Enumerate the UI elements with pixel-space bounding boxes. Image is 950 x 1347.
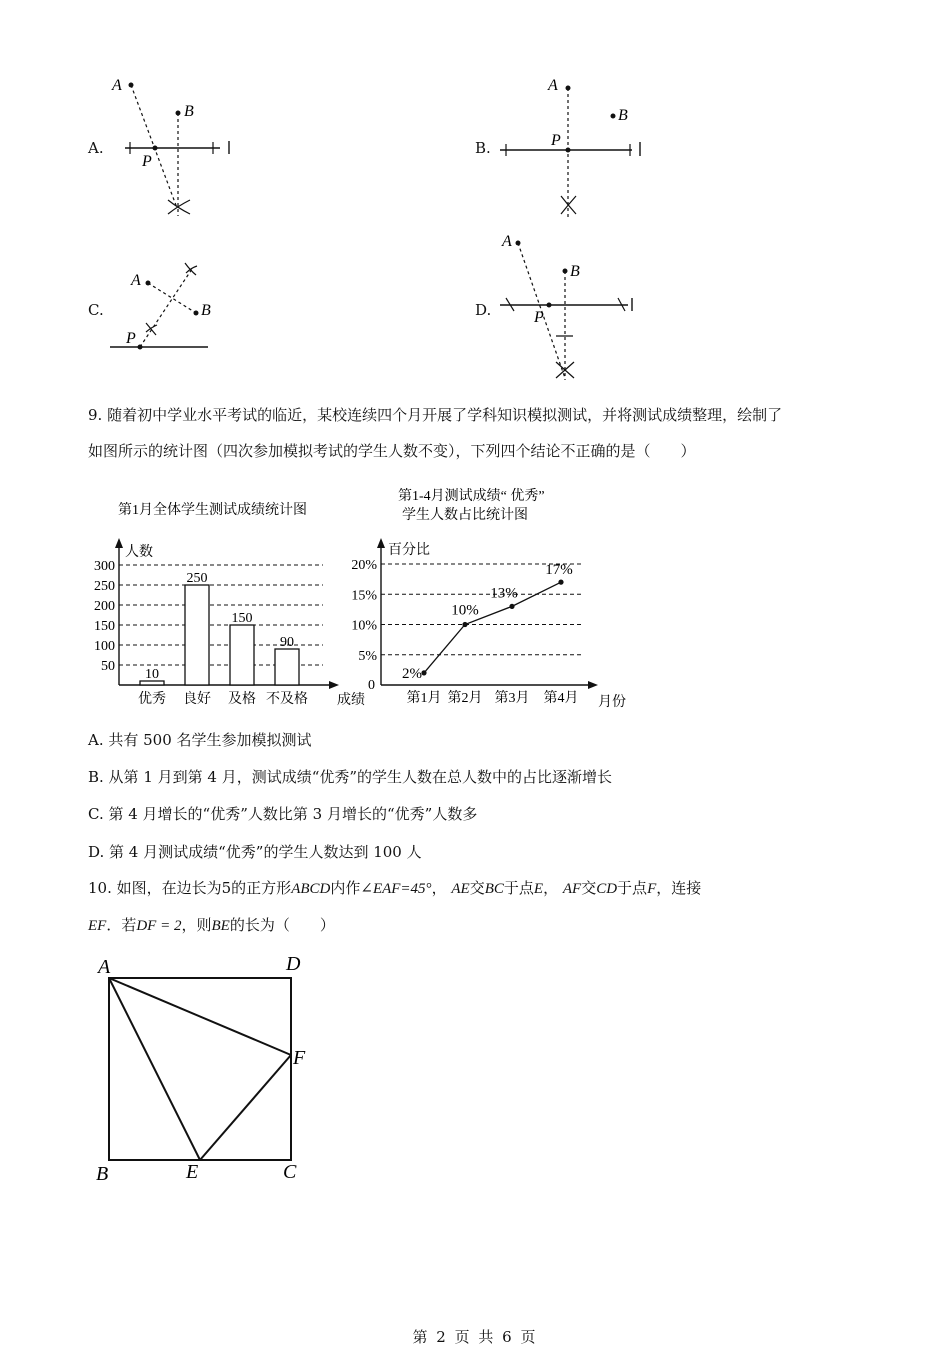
option-d-label: D. [475, 301, 492, 319]
bar-chart-title: 第1月全体学生测试成绩统计图 [118, 503, 307, 518]
q10-stem-line1: 10. 如图，在边长为5的正方形ABCD内作∠EAF=45°， AE交BC于点E， AF交CD于点F，连接 [88, 879, 702, 897]
option-c-label: C. [88, 301, 104, 319]
line-category-1: 第2月 [447, 691, 483, 706]
q9-stem-line1: 9. 随着初中学业水平考试的临近，某校连续四个月开展了学科知识模拟测试，并将测试成绩整理，绘制了 [88, 406, 783, 424]
bar-category-1: 良好 [183, 692, 211, 707]
svg-text:B: B [570, 263, 580, 280]
svg-text:P: P [126, 330, 136, 347]
square-abcd [109, 978, 291, 1160]
q9-option-a: A. 共有 500 名学生参加模拟测试 [88, 731, 312, 749]
point-p [153, 146, 158, 151]
option-b-figure [490, 68, 660, 223]
line-chart-title-1: 第1-4月测试成绩“ 优秀” [398, 489, 545, 504]
bar-y-tick-4: 250 [94, 579, 115, 594]
bar-y-tick-3: 200 [94, 599, 115, 614]
bar-value-label-0: 10 [145, 667, 159, 682]
page-footer: 第 2 页 共 6 页 [412, 1328, 538, 1346]
option-c-figure [100, 255, 230, 365]
line-x-label: 月份 [598, 695, 626, 710]
q9-stem-line2: 如图所示的统计图（四次参加模拟考试的学生人数不变），下列四个结论不正确的是（ ） [88, 442, 696, 460]
vertex-c: C [283, 1161, 297, 1183]
line-data-label-0: 2% [402, 665, 422, 682]
bar-y-label: 人数 [125, 545, 153, 560]
option-b-label: B. [475, 139, 491, 157]
line-point-0 [421, 670, 426, 675]
line-chart [340, 482, 640, 714]
label-p: P [142, 153, 152, 170]
line-category-3: 第4月 [543, 691, 579, 706]
q9-option-b: B. 从第 1 月到第 4 月，测试成绩“优秀”的学生人数在总人数中的占比逐渐增长 [88, 768, 613, 786]
bar-1 [185, 585, 209, 685]
q10-stem-line2: EF．若DF = 2，则BE的长为（ ） [88, 916, 335, 934]
label-b: B [184, 103, 194, 120]
svg-text:A: A [502, 233, 512, 250]
line-category-2: 第3月 [494, 691, 530, 706]
vertex-f: F [293, 1047, 306, 1069]
segment-ae [109, 978, 200, 1160]
point-a [129, 83, 134, 88]
line-point-1 [462, 622, 467, 627]
line-y-tick-2: 15% [351, 588, 377, 604]
bar-y-tick-1: 100 [94, 639, 115, 654]
bar-value-label-1: 250 [186, 571, 208, 586]
segment-ef [200, 1055, 291, 1160]
line-data-label-3: 17% [545, 562, 573, 579]
svg-text:A: A [548, 77, 558, 94]
line-y-label: 百分比 [388, 543, 430, 558]
vertex-b: B [96, 1163, 109, 1185]
line-data-label-2: 13% [490, 585, 518, 602]
point-b [176, 111, 181, 116]
line-y-tick-3: 20% [351, 558, 377, 573]
svg-text:A: A [131, 272, 141, 289]
vertex-e: E [186, 1161, 199, 1183]
line-chart-title-2: 学生人数占比统计图 [402, 508, 528, 523]
svg-text:B: B [618, 107, 628, 124]
line-category-0: 第1月 [406, 691, 442, 706]
bar-category-3: 不及格 [266, 692, 308, 707]
line-origin-label: 0 [368, 678, 375, 693]
q9-option-d: D. 第 4 月测试成绩“优秀”的学生人数达到 100 人 [88, 843, 422, 861]
label-a: A [112, 77, 122, 94]
line-y-tick-1: 10% [351, 618, 377, 634]
square-figure [90, 950, 330, 1190]
bar-value-label-3: 90 [280, 635, 294, 650]
bar-value-label-2: 150 [231, 611, 253, 626]
q9-option-c: C. 第 4 月增长的“优秀”人数比第 3 月增长的“优秀”人数多 [88, 805, 478, 823]
svg-text:P: P [551, 132, 561, 149]
segment-af [109, 978, 291, 1055]
bar-y-tick-5: 300 [94, 559, 115, 574]
vertex-a: A [98, 956, 111, 978]
bar-3 [275, 649, 299, 685]
bar-y-tick-0: 50 [101, 659, 115, 674]
bar-category-2: 及格 [228, 692, 256, 707]
bar-x-label: 成绩 [337, 693, 365, 708]
option-a-label: A. [88, 139, 104, 157]
line-point-2 [509, 604, 514, 609]
svg-text:P: P [534, 309, 544, 326]
line-y-tick-0: 5% [358, 648, 377, 664]
svg-text:B: B [201, 302, 211, 319]
bar-2 [230, 625, 254, 685]
vertex-d: D [286, 953, 301, 975]
line-data-label-1: 10% [451, 602, 479, 619]
line-point-3 [558, 580, 563, 585]
bar-y-tick-2: 150 [94, 619, 115, 634]
option-d-figure [490, 228, 650, 388]
bar-category-0: 优秀 [138, 692, 166, 707]
option-a-figure [100, 68, 260, 223]
